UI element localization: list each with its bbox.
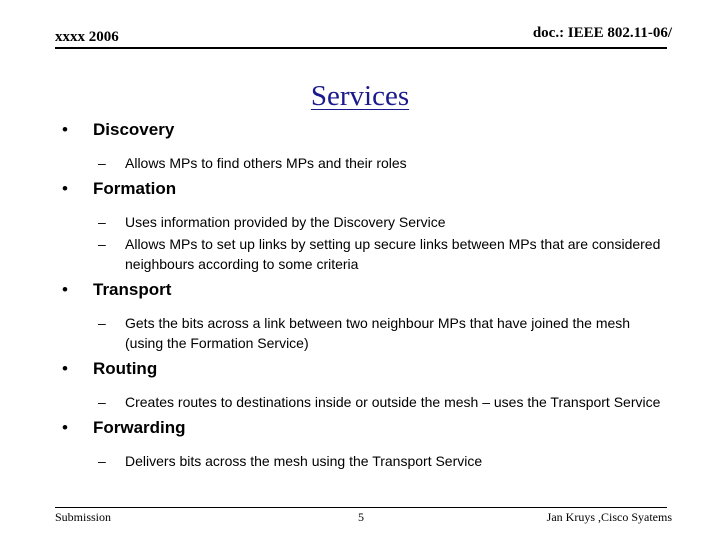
item-heading: Discovery bbox=[93, 120, 175, 139]
footer-author: Jan Kruys ,Cisco Syatems bbox=[546, 510, 672, 524]
sub-item-text: Uses information provided by the Discovery Service bbox=[125, 214, 446, 230]
slide-title: Services bbox=[310, 80, 410, 112]
list-item bbox=[62, 418, 662, 438]
sub-item-text: Allows MPs to find others MPs and their roles bbox=[125, 155, 407, 171]
footer-rule bbox=[55, 507, 667, 508]
list-item bbox=[62, 120, 662, 140]
sub-item bbox=[62, 212, 662, 232]
item-heading: Formation bbox=[93, 179, 177, 198]
list-item bbox=[62, 179, 662, 199]
list-item bbox=[62, 280, 662, 300]
dash-icon: – bbox=[98, 155, 106, 171]
sub-item bbox=[62, 153, 662, 173]
header-rule bbox=[55, 47, 667, 49]
sub-item-text: Delivers bits across the mesh using the Transport Service bbox=[125, 453, 483, 469]
sub-item-text: Allows MPs to set up links by setting up secure links between MPs that are considered neighbours according to some criteria bbox=[125, 236, 661, 272]
sub-item bbox=[62, 234, 662, 274]
sub-item bbox=[62, 451, 662, 471]
item-heading: Transport bbox=[93, 280, 172, 299]
sub-item-text: Gets the bits across a link between two neighbour MPs that have joined the mesh (using the Formation Service) bbox=[125, 315, 631, 351]
sub-item bbox=[62, 392, 662, 412]
dash-icon: – bbox=[98, 394, 106, 410]
bullet-icon: • bbox=[62, 280, 68, 299]
header-doc-id: doc.: IEEE 802.11-06/ bbox=[532, 25, 672, 41]
page-number: 5 bbox=[358, 510, 364, 524]
bullet-icon: • bbox=[62, 418, 68, 437]
item-heading: Routing bbox=[93, 359, 158, 378]
dash-icon: – bbox=[98, 214, 106, 230]
bullet-icon: • bbox=[62, 179, 68, 198]
dash-icon: – bbox=[98, 453, 106, 469]
sub-item bbox=[62, 313, 662, 353]
bullet-list bbox=[62, 120, 662, 471]
footer-submission: Submission bbox=[55, 510, 112, 524]
bullet-icon: • bbox=[62, 120, 68, 139]
bullet-icon: • bbox=[62, 359, 68, 378]
header-date: xxxx 2006 bbox=[55, 29, 119, 45]
item-heading: Forwarding bbox=[93, 418, 186, 437]
list-item bbox=[62, 359, 662, 379]
dash-icon: – bbox=[98, 236, 106, 252]
sub-item-text: Creates routes to destinations inside or outside the mesh – uses the Transport Service bbox=[125, 394, 661, 410]
dash-icon: – bbox=[98, 315, 106, 331]
